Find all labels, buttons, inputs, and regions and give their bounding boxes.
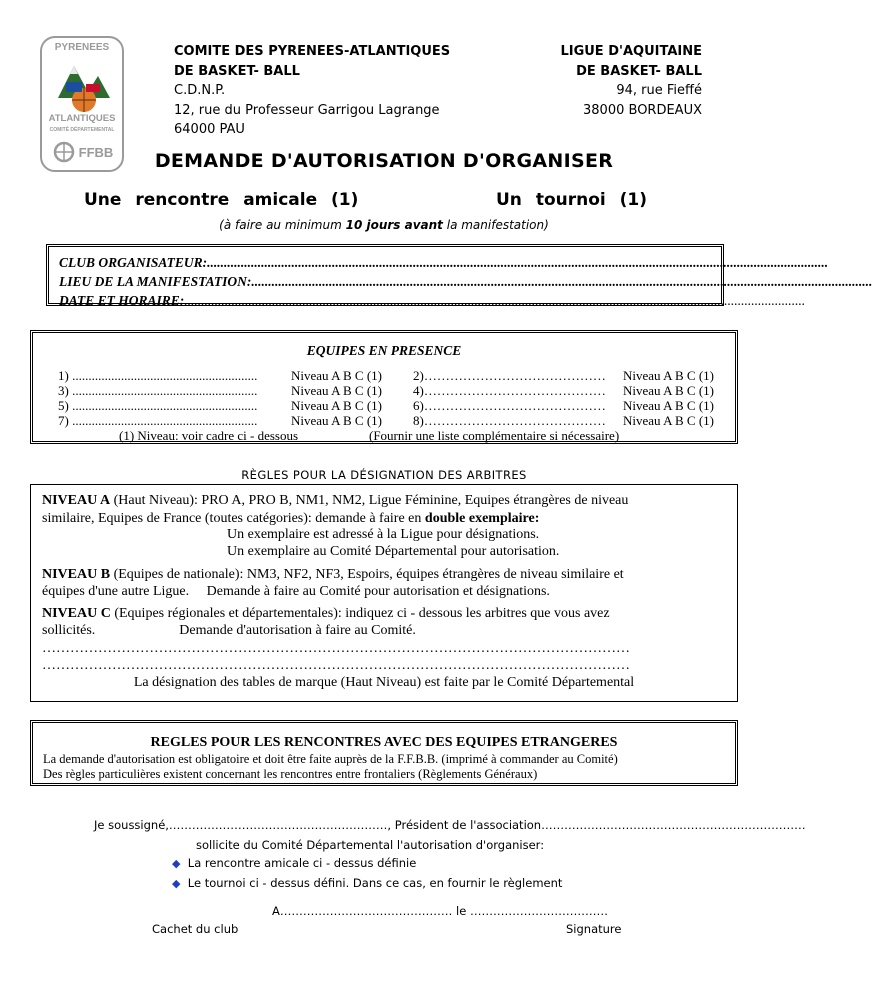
ligue-name-line2: DE BASKET- BALL xyxy=(576,63,702,79)
option-amicale-row[interactable] xyxy=(172,856,416,870)
cachet-club-label: Cachet du club xyxy=(152,922,239,936)
declaration-soussigne[interactable]: Je soussigné,…………………………………………………, Président de l'association…………………………………………………………… xyxy=(94,818,806,832)
option-amicale-text: La rencontre amicale ci - dessus définie xyxy=(187,856,417,870)
niveau-a-ligue: Un exemplaire est adressé à la Ligue pour désignations. xyxy=(227,527,540,542)
tables-marque-note: La désignation des tables de marque (Haut Niveau) est faite par le Comité Départemental xyxy=(133,675,635,690)
ligue-name-line1: LIGUE D'AQUITAINE xyxy=(560,44,702,59)
niveau-a-bold: double exemplaire: xyxy=(424,511,540,526)
declaration-sollicite: sollicite du Comité Départemental l'autorisation d'organiser: xyxy=(196,838,545,852)
club-organisateur-dots: ........................................................................................................................................................................................ xyxy=(207,255,829,270)
team-niveau-3: Niveau A B C (1) xyxy=(291,383,382,398)
comite-street: 12, rue du Professeur Garrigou Lagrange xyxy=(174,102,440,118)
logo-brand: FFBB xyxy=(78,145,114,160)
team-field-7[interactable]: 7) ......................................................... xyxy=(58,413,258,428)
niveau-b-text1: (Equipes de nationale): NM3, NF2, NF3, Espoirs, équipes étrangères de niveau similaire et xyxy=(110,567,624,582)
club-info-box xyxy=(46,244,872,308)
niveau-c-text2: sollicités. Demande d'autorisation à faire au Comité. xyxy=(42,623,416,638)
niveau-a-line2 xyxy=(42,510,539,527)
niveau-b-label: NIVEAU B xyxy=(42,567,111,582)
niveau-footnote: (1) Niveau: voir cadre ci - dessous xyxy=(119,428,299,443)
delay-note-bold: 10 jours avant xyxy=(345,218,443,232)
team-field-6[interactable]: 6)…………………………………… xyxy=(413,398,606,413)
date-horaire-dots: ........................................................................................................................................................................................ xyxy=(184,293,806,308)
liste-complementaire-note: (Fournir une liste complémentaire si nécessaire) xyxy=(369,428,620,443)
page-title: DEMANDE D'AUTORISATION D'ORGANISER xyxy=(154,150,614,172)
comite-name-line2: DE BASKET- BALL xyxy=(174,63,300,79)
club-organisateur-label: CLUB ORGANISATEUR: xyxy=(59,255,208,270)
ligue-street: 94, rue Fieffé xyxy=(616,83,702,98)
option-tournoi-row[interactable] xyxy=(172,876,562,890)
option-tournoi: Un tournoi (1) xyxy=(496,190,648,210)
niveau-c-line1 xyxy=(42,605,610,622)
delay-note xyxy=(0,218,768,232)
niveau-a-label: NIVEAU A xyxy=(42,493,111,508)
niveau-a-comite: Un exemplaire au Comité Départemental pour autorisation. xyxy=(227,544,560,559)
lieu-manifestation-label: LIEU DE LA MANIFESTATION: xyxy=(59,274,252,289)
signature-label: Signature xyxy=(566,922,622,936)
team-field-3[interactable]: 3) ......................................................... xyxy=(58,383,258,398)
niveau-c-label: NIVEAU C xyxy=(42,606,111,621)
lieu-date-field[interactable]: A……………………………………… le ……………………………… xyxy=(272,904,608,918)
team-niveau-4: Niveau A B C (1) xyxy=(623,383,714,398)
option-rencontre-amicale: Une rencontre amicale (1) xyxy=(84,190,359,210)
etrangeres-line2: Des règles particulières existent concernant les rencontres entre frontaliers (Règlements Généraux) xyxy=(43,767,538,781)
logo-top-text: PYRENEES xyxy=(54,42,110,53)
lieu-manifestation-field[interactable] xyxy=(59,272,872,291)
diamond-bullet-icon: ◆ xyxy=(172,857,181,870)
team-field-8[interactable]: 8)…………………………………… xyxy=(413,413,606,428)
ligue-city: 38000 BORDEAUX xyxy=(583,102,702,118)
team-niveau-8: Niveau A B C (1) xyxy=(623,413,714,428)
equipes-etrangeres-box xyxy=(30,720,738,786)
team-niveau-6: Niveau A B C (1) xyxy=(623,398,714,413)
team-field-4[interactable]: 4)…………………………………… xyxy=(413,383,606,398)
team-field-1[interactable]: 1) ......................................................... xyxy=(58,368,258,383)
lieu-manifestation-dots: ........................................................................................................................................................................................ xyxy=(251,274,872,289)
niveau-b-text2: équipes d'une autre Ligue. Demande à faire au Comité pour autorisation et désignations. xyxy=(42,584,550,599)
header-comite xyxy=(174,42,450,140)
niveau-b-line1 xyxy=(42,566,624,583)
etrangeres-line1: La demande d'autorisation est obligatoire et doit être faite auprès de la F.F.B.B. (imprimé à commander au Comité) xyxy=(43,752,618,766)
comite-name-line1: COMITE DES PYRENEES-ATLANTIQUES xyxy=(174,44,451,59)
niveau-c-text1: (Equipes régionales et départementales): indiquez ci - dessous les arbitres que vous avez xyxy=(110,606,610,621)
arbitres-dots-line1[interactable]: ……………………………………………………………………………………………………………… xyxy=(42,641,630,656)
comite-acronym: C.D.N.P. xyxy=(174,83,226,98)
equipes-title: EQUIPES EN PRESENCE xyxy=(306,343,462,358)
niveau-a-line1 xyxy=(42,492,628,509)
arbitres-box xyxy=(30,484,738,702)
diamond-bullet-icon: ◆ xyxy=(172,877,181,890)
header-ligue xyxy=(560,42,702,120)
team-niveau-5: Niveau A B C (1) xyxy=(291,398,382,413)
logo-mid-text: ATLANTIQUES xyxy=(48,113,116,124)
comite-city: 64000 PAU xyxy=(174,122,245,137)
logo-sub-text: COMITÉ DÉPARTEMENTAL xyxy=(49,127,115,133)
option-tournoi-text: Le tournoi ci - dessus défini. Dans ce cas, en fournir le règlement xyxy=(187,876,563,890)
delay-note-post: la manifestation) xyxy=(442,218,549,232)
niveau-a-text2: similaire, Equipes de France (toutes catégories): demande à faire en xyxy=(42,511,425,526)
team-niveau-2: Niveau A B C (1) xyxy=(623,368,714,383)
date-horaire-field[interactable] xyxy=(59,291,806,310)
date-horaire-label: DATE ET HORAIRE: xyxy=(59,293,185,308)
arbitres-dots-line2[interactable]: ……………………………………………………………………………………………………………… xyxy=(42,658,630,673)
team-field-5[interactable]: 5) ......................................................... xyxy=(58,398,258,413)
team-field-2[interactable]: 2)…………………………………… xyxy=(413,368,606,383)
team-niveau-7: Niveau A B C (1) xyxy=(291,413,382,428)
arbitres-title: RÈGLES POUR LA DÉSIGNATION DES ARBITRES xyxy=(241,468,527,482)
club-organisateur-field[interactable] xyxy=(59,253,829,272)
delay-note-pre: (à faire au minimum xyxy=(219,218,346,232)
niveau-a-text1: (Haut Niveau): PRO A, PRO B, NM1, NM2, Ligue Féminine, Equipes étrangères de niveau xyxy=(110,493,629,508)
equipes-box xyxy=(30,330,738,444)
etrangeres-title: REGLES POUR LES RENCONTRES AVEC DES EQUIPES ETRANGERES xyxy=(150,735,618,750)
team-niveau-1: Niveau A B C (1) xyxy=(291,368,382,383)
